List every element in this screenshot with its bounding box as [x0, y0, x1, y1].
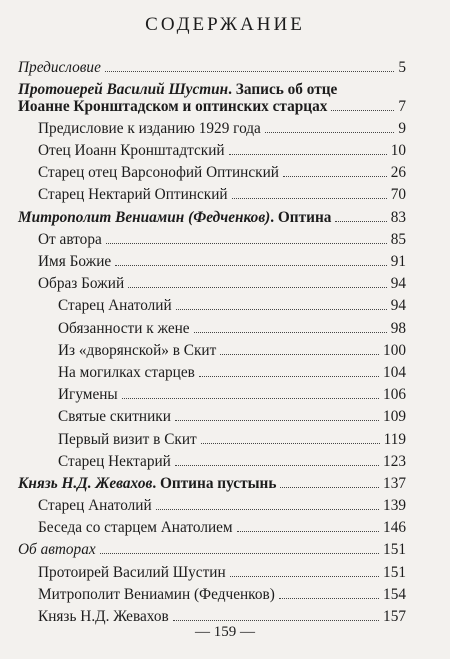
toc-entry-title: [58, 454, 171, 471]
toc-entry-page: 137: [383, 474, 406, 492]
dot-leader: [128, 287, 387, 288]
toc-entry-title-part: Игумены: [58, 386, 118, 404]
dot-leader: [199, 376, 379, 377]
toc-entry-title-part: Старец Нектарий Оптинский: [38, 186, 228, 204]
toc-entry-page: 91: [390, 253, 406, 270]
toc-entry-title: [38, 232, 102, 249]
toc-entry-title: [38, 276, 124, 293]
toc-entry-title: [58, 387, 118, 404]
toc-entry[interactable]: [18, 143, 406, 160]
toc-entry-title-part: Об авторах: [18, 541, 96, 559]
toc-entry-title-part: Имя Божие: [38, 253, 112, 270]
toc-entry-page: 151: [383, 563, 406, 581]
dot-leader: [283, 176, 387, 177]
dot-leader: [156, 509, 379, 510]
toc-entry-title-part: Протоирей Василий Шустин: [38, 563, 226, 581]
toc-entry[interactable]: [18, 476, 406, 493]
toc-entry-page: 106: [383, 386, 406, 404]
dot-leader: [232, 198, 387, 199]
toc-entry-page: 146: [383, 519, 406, 537]
toc-entry-page: 154: [383, 585, 406, 603]
toc-entry-title: [38, 565, 226, 582]
dot-leader: [122, 398, 379, 399]
dot-leader: [279, 598, 379, 599]
toc-entry[interactable]: [18, 165, 406, 182]
dot-leader: [105, 71, 394, 72]
toc-entry-title: [18, 81, 337, 98]
toc-entry-page: 98: [390, 319, 406, 337]
toc-entry-title-part: Обязанности к жене: [58, 319, 190, 337]
toc-entry[interactable]: [18, 454, 406, 471]
toc-entry[interactable]: [18, 387, 406, 404]
toc-entry[interactable]: [18, 343, 406, 360]
toc-entry[interactable]: [18, 254, 406, 271]
toc-entry-title-part: Князь Н.Д. Жевахов: [18, 474, 153, 492]
toc-entry-title-part: Предисловие к изданию 1929 года: [38, 119, 261, 137]
toc-entry[interactable]: [18, 432, 406, 449]
toc-entry-page: 9: [398, 119, 406, 137]
toc-entry-title-part: Предисловие: [18, 59, 101, 76]
dot-leader: [237, 531, 379, 532]
toc-entry[interactable]: [18, 298, 406, 315]
toc-entry-title-part: Беседа со старцем Анатолием: [38, 519, 233, 537]
dot-leader: [173, 620, 379, 621]
toc-entry-page: 83: [390, 208, 406, 226]
toc-entry-page: 123: [383, 452, 406, 470]
toc-entry[interactable]: [18, 187, 406, 204]
dot-leader: [176, 309, 387, 310]
toc-entry-title-part: . Оптина пустынь: [152, 474, 277, 492]
toc-entry[interactable]: [18, 498, 406, 515]
dot-leader: [201, 443, 380, 444]
toc-entry-page: 119: [383, 430, 406, 448]
page-title: СОДЕРЖАНИЕ: [145, 14, 305, 35]
dot-leader: [265, 132, 395, 133]
toc-entry-title: [58, 321, 190, 338]
dot-leader: [115, 265, 387, 266]
toc-entry-title: [38, 498, 152, 515]
toc-entry-title-part: Отец Иоанн Кронштадтский: [38, 142, 225, 160]
dot-leader: [175, 465, 379, 466]
toc-entry-title-part: Старец Анатолий: [58, 297, 172, 315]
toc-entry-title: [38, 254, 111, 271]
toc-entry-title-part: . Оптина: [270, 208, 332, 226]
toc-entry-title: [38, 520, 233, 537]
toc-entry[interactable]: [18, 232, 406, 249]
toc-entry-title-part: . Запись об отце: [228, 81, 338, 99]
toc-entry[interactable]: [18, 520, 406, 537]
toc-entry-title: [38, 121, 261, 138]
toc-entry-page: 94: [390, 275, 406, 293]
toc-entry[interactable]: [18, 409, 406, 426]
toc-entry-page: 10: [390, 142, 406, 160]
toc-entry-page: 100: [383, 341, 406, 359]
toc-entry[interactable]: [18, 82, 406, 115]
toc-entry-page: 139: [383, 497, 406, 515]
toc-entry-title-part: Первый визит в Скит: [58, 430, 197, 448]
dot-leader: [335, 221, 386, 222]
toc-entry-title-part: Старец отец Варсонофий Оптинский: [38, 164, 279, 182]
toc-entry-page: 5: [398, 59, 406, 76]
toc-entry-page: 7: [398, 97, 406, 115]
dot-leader: [194, 332, 387, 333]
toc-entry-title: [58, 432, 197, 449]
toc-entry[interactable]: [18, 365, 406, 382]
dot-leader: [331, 110, 394, 111]
toc-entry-title: [58, 343, 216, 360]
dot-leader: [229, 154, 387, 155]
toc-entry-title: [38, 587, 275, 604]
toc-entry-title: [38, 165, 279, 182]
toc-entry-title-part: Митрополит Вениамин (Федченков): [38, 585, 275, 603]
toc-entry-title: [58, 409, 171, 426]
toc-entry-title-part: От автора: [38, 230, 102, 248]
dot-leader: [220, 354, 379, 355]
toc-entry-title-part: Старец Анатолий: [38, 497, 152, 515]
page-number: — 159 —: [195, 624, 255, 640]
toc-entry-title: [58, 298, 172, 315]
toc-entry-title-part: Из «дворянской» в Скит: [58, 341, 217, 359]
toc-entry-title: [18, 542, 96, 559]
toc-entry[interactable]: [18, 565, 406, 582]
table-of-contents: [18, 60, 406, 631]
toc-entry-page: 104: [383, 363, 406, 381]
toc-entry-page: 109: [383, 408, 406, 426]
toc-entry-title-part: Святые скитники: [58, 408, 171, 426]
toc-entry[interactable]: [18, 321, 406, 338]
toc-entry-page: 85: [390, 230, 406, 248]
toc-entry-title-part: Князь Н.Д. Жевахов: [38, 608, 169, 625]
toc-entry-page: 70: [390, 186, 406, 204]
toc-entry-page: 26: [390, 164, 406, 182]
toc-entry-title: [38, 143, 225, 160]
toc-entry-title-part: Образ Божий: [38, 275, 125, 293]
toc-entry[interactable]: [18, 60, 406, 77]
toc-entry-page: 151: [383, 541, 406, 559]
dot-leader: [280, 487, 379, 488]
toc-entry-title: [18, 60, 101, 77]
dot-leader: [175, 420, 379, 421]
toc-entry[interactable]: [18, 542, 406, 559]
dot-leader: [100, 553, 379, 554]
toc-entry[interactable]: [18, 587, 406, 604]
toc-entry[interactable]: [18, 210, 406, 227]
dot-leader: [106, 243, 387, 244]
toc-entry-title-continuation: Иоанне Кронштадском и оптинских старцах: [18, 97, 328, 115]
toc-entry-page: 94: [390, 297, 406, 315]
dot-leader: [230, 576, 379, 577]
toc-entry-title-part: Протоиерей Василий Шустин: [18, 81, 229, 99]
toc-entry-title: [58, 365, 195, 382]
toc-entry-page: 157: [383, 608, 406, 625]
toc-entry-title: [18, 476, 276, 493]
toc-entry-title: [38, 187, 228, 204]
toc-entry-title-part: Митрополит Вениамин (Федченков): [18, 208, 271, 226]
toc-entry-title: [18, 210, 331, 227]
toc-entry[interactable]: [18, 121, 406, 138]
toc-entry-title-part: Старец Нектарий: [58, 452, 171, 470]
toc-entry-title-part: На могилках старцев: [58, 363, 195, 381]
toc-entry[interactable]: [18, 276, 406, 293]
